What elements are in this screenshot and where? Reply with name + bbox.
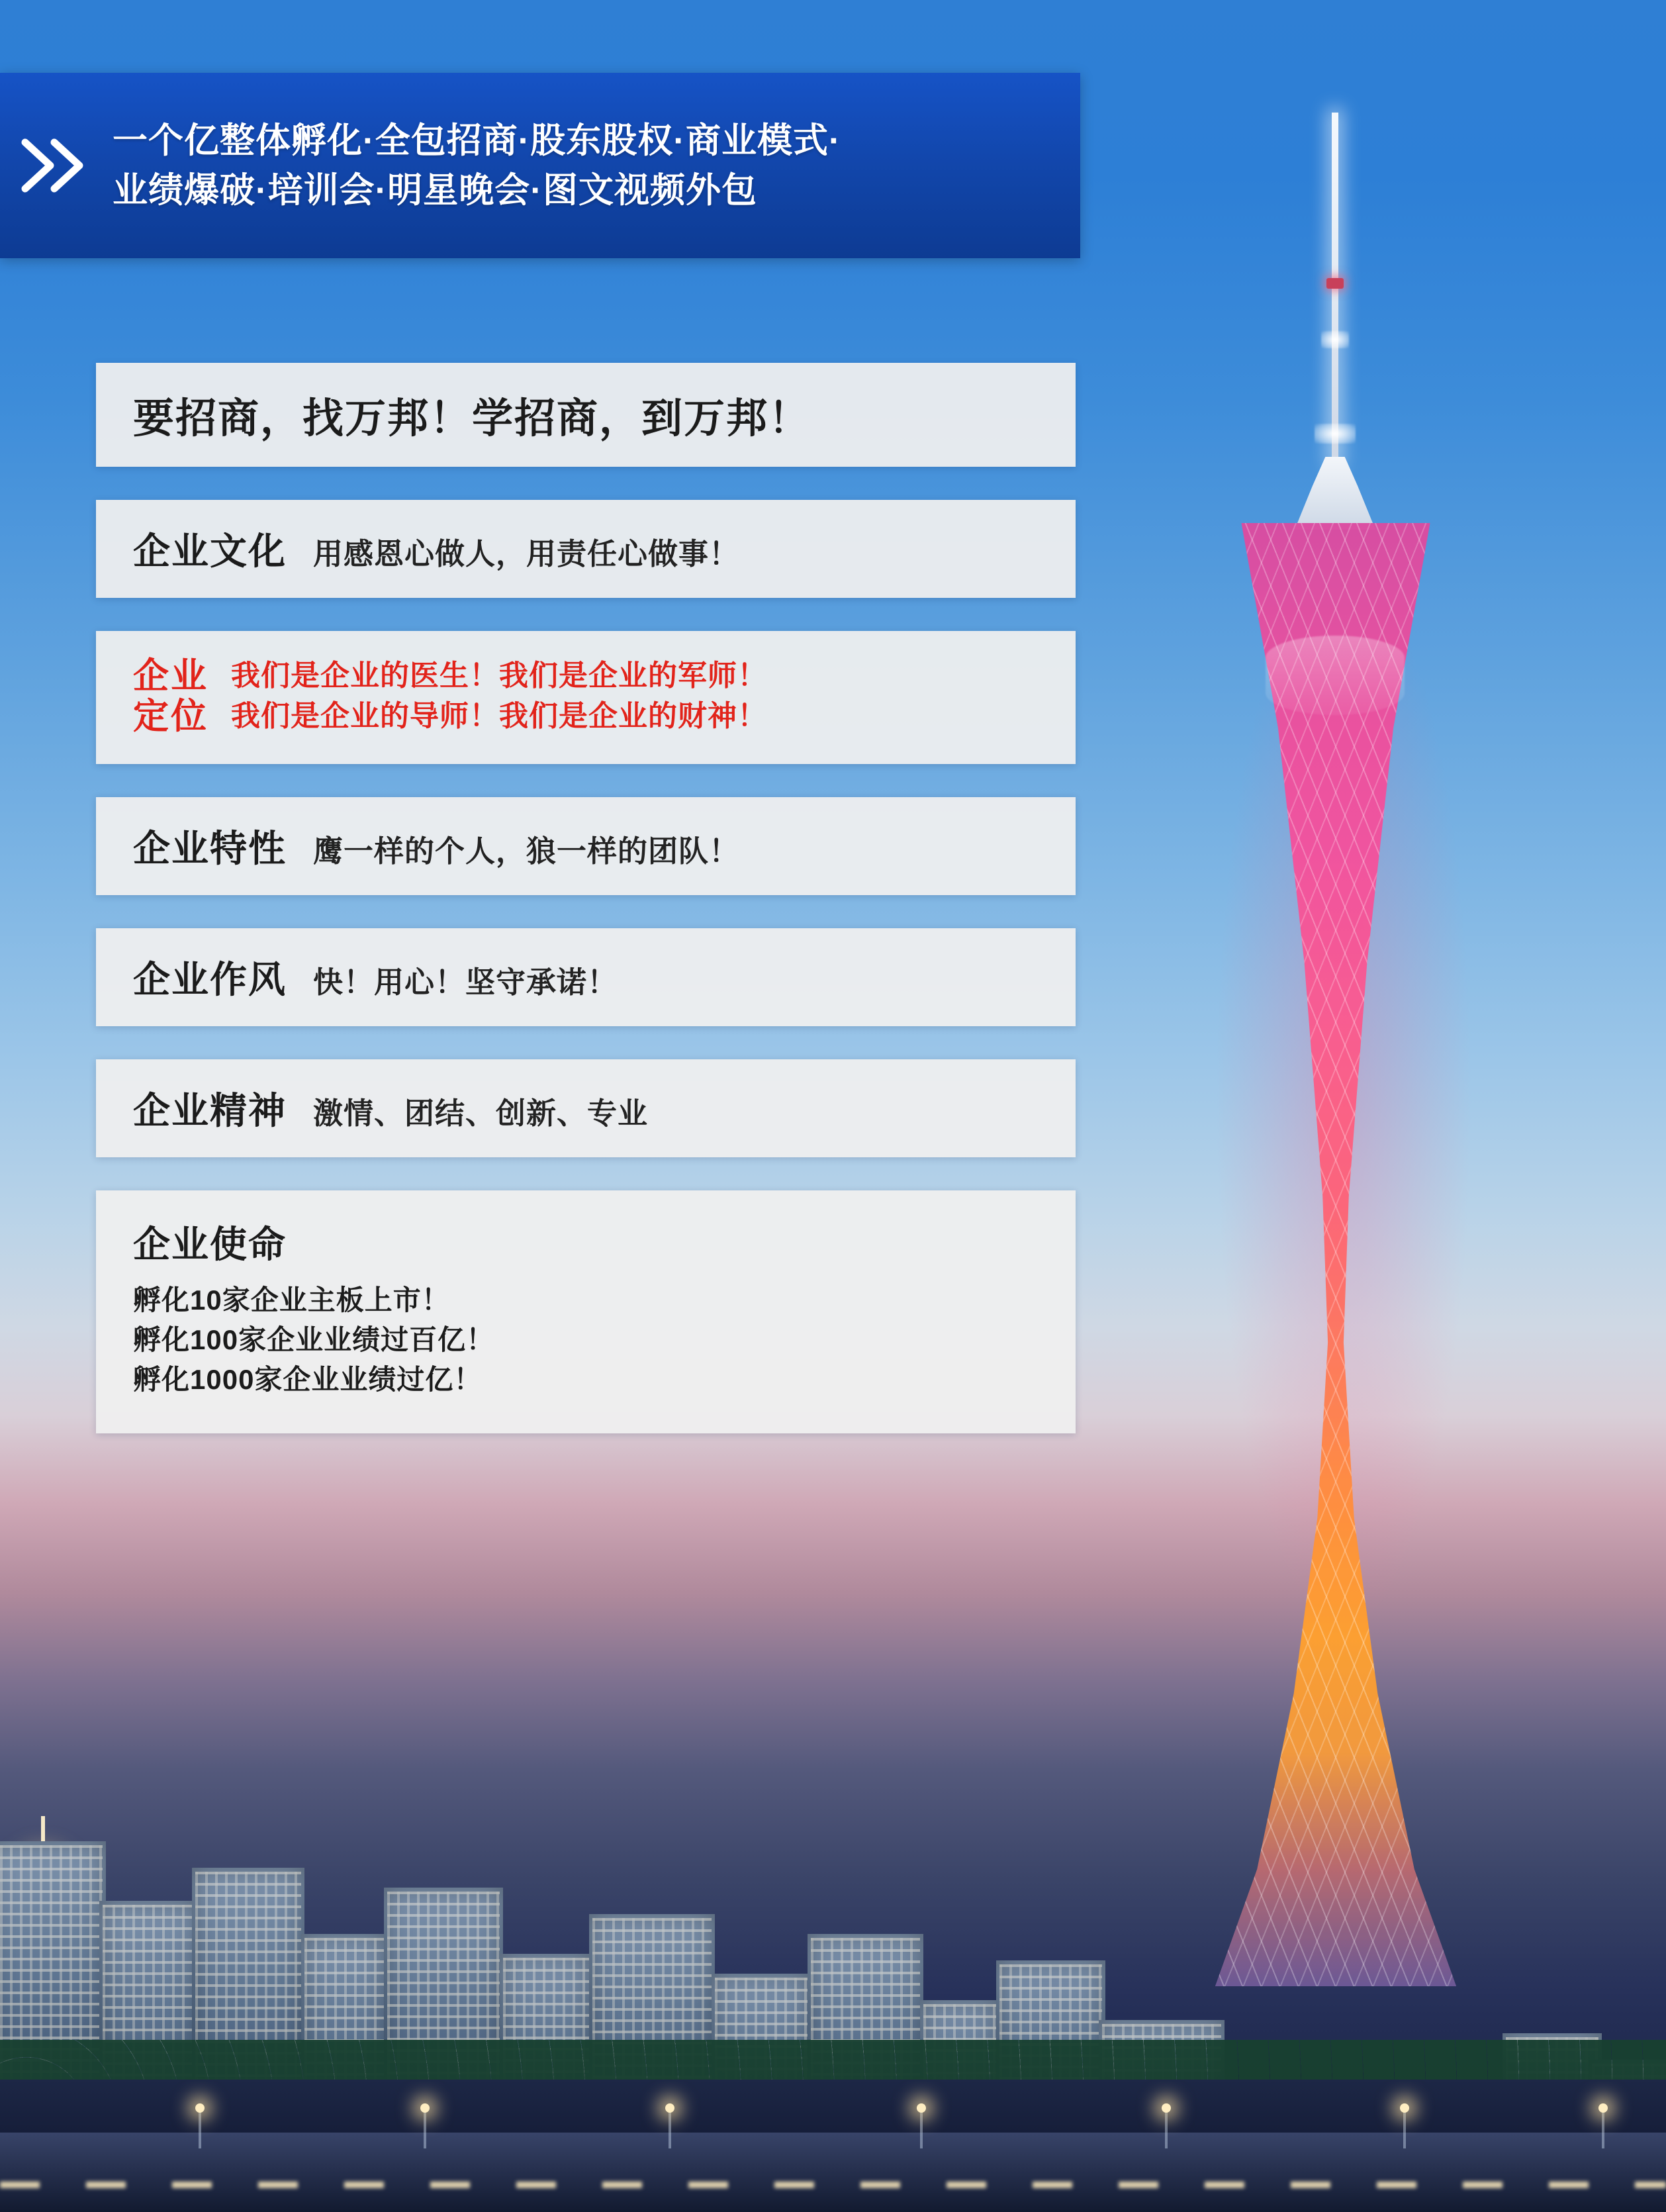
tower-crown [1295, 457, 1375, 530]
street-lamp [1400, 2103, 1409, 2113]
lamp-post [1602, 2110, 1604, 2148]
style-card [96, 928, 1076, 1026]
positioning-card [96, 631, 1076, 764]
culture-value: 用感恩心做人，用责任心做事！ [313, 537, 740, 571]
street-lamp [917, 2103, 926, 2113]
mission-title: 企业使命 [133, 1224, 287, 1266]
spirit-value: 激情、团结、创新、专业 [313, 1096, 649, 1131]
lamp-post [1165, 2110, 1168, 2148]
card-list [96, 363, 1076, 1467]
spirit-card [96, 1059, 1076, 1157]
header-line-1: 一个亿整体孵化·全包招商·股东股权·商业模式· [113, 120, 841, 160]
lamp-post [669, 2110, 671, 2148]
positioning-lines [231, 656, 767, 736]
street-lamp [1598, 2103, 1608, 2113]
lamp-post [199, 2110, 201, 2148]
street-lamp [420, 2103, 430, 2113]
culture-label: 企业文化 [133, 530, 287, 572]
street-lamp [195, 2103, 205, 2113]
street-lamp [1162, 2103, 1171, 2113]
lamp-post [424, 2110, 426, 2148]
lamp-post [1403, 2110, 1406, 2148]
street-lamp [665, 2103, 674, 2113]
positioning-label-line-2: 定位 [133, 696, 208, 736]
traits-card [96, 797, 1076, 895]
header-ribbon [0, 73, 1080, 258]
tower-observation-pod [1266, 636, 1405, 715]
mission-line-2: 孵化100家企业业绩过百亿！ [133, 1324, 495, 1356]
tower-mast-knob [1321, 331, 1349, 348]
positioning-label [133, 656, 208, 736]
highway [0, 2133, 1666, 2212]
mission-line-3: 孵化1000家企业业绩过亿！ [133, 1363, 483, 1395]
slogan-text: 要招商，找万邦！学招商，到万邦！ [133, 396, 811, 442]
spirit-label: 企业精神 [133, 1090, 287, 1132]
traits-label: 企业特性 [133, 828, 287, 870]
header-line-2: 业绩爆破·培训会·明星晚会·图文视频外包 [113, 171, 757, 210]
header-text [113, 116, 868, 216]
style-value: 快！用心！坚守承诺！ [313, 965, 618, 1000]
tower-mast-band [1326, 278, 1344, 289]
traits-value: 鹰一样的个人，狼一样的团队！ [313, 834, 740, 869]
positioning-label-line-1: 企业 [133, 656, 208, 697]
mission-line-1: 孵化10家企业主板上市！ [133, 1284, 450, 1316]
style-label: 企业作风 [133, 959, 287, 1001]
slogan-card [96, 363, 1076, 467]
tower-mast-knob-lower [1315, 424, 1356, 444]
mission-card [96, 1190, 1076, 1433]
culture-card [96, 500, 1076, 598]
double-chevron-right-icon [0, 136, 113, 195]
lamp-post [920, 2110, 923, 2148]
positioning-line-1: 我们是企业的医生！我们是企业的军师！ [231, 659, 767, 692]
positioning-line-2: 我们是企业的导师！我们是企业的财神！ [231, 699, 767, 732]
city-skyline [0, 1762, 1666, 2212]
